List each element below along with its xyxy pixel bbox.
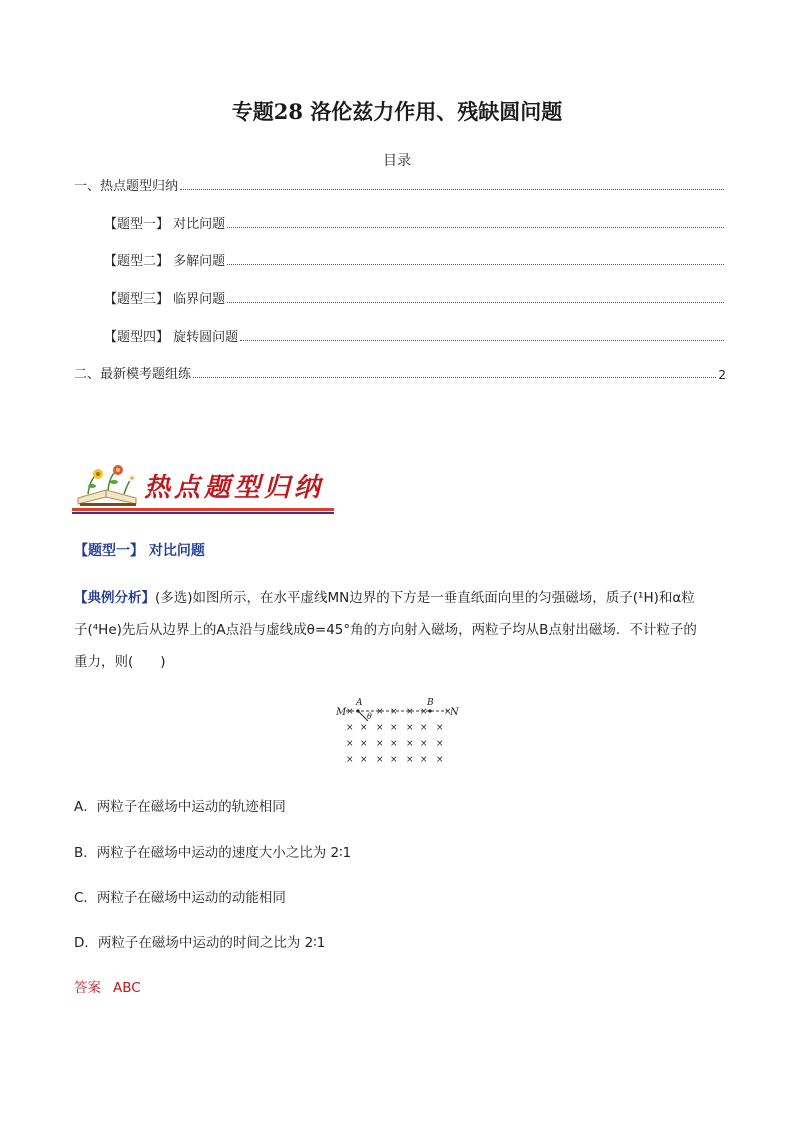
banner-rule [72, 512, 334, 514]
field-mark: × [420, 755, 428, 765]
example-line: 重力，则( ) [74, 654, 166, 670]
toc-leader [227, 302, 724, 303]
toc-item-label: 【题型三】 临界问题 [104, 292, 226, 307]
section-title: 对比问题 [148, 543, 205, 559]
label-b: B [427, 698, 434, 708]
toc-leader [227, 264, 724, 265]
field-mark: × [390, 739, 398, 749]
option-b[interactable]: B．两粒子在磁场中运动的速度大小之比为 2∶1 [74, 845, 352, 861]
point-b [428, 709, 431, 712]
field-mark: × [376, 723, 384, 733]
section-banner [72, 464, 334, 516]
option-c[interactable]: C．两粒子在磁场中运动的动能相同 [74, 890, 286, 906]
field-mark: × [420, 723, 428, 733]
banner-rule [72, 508, 334, 511]
section-heading [74, 540, 205, 560]
section-tag: 【题型一】 [74, 543, 144, 559]
toc-item[interactable] [104, 287, 726, 307]
field-mark: × [376, 739, 384, 749]
field-mark: × [360, 723, 368, 733]
field-mark: × [436, 755, 444, 765]
toc-item-label: 二、最新模考题组练 [74, 367, 192, 382]
example-line: 子(⁴He)先后从边界上的A点沿与虚线成θ=45°角的方向射入磁场，两粒子均从B点射出磁场．不计粒子的 [74, 622, 697, 638]
label-n: N [450, 707, 459, 718]
field-mark: × [390, 723, 398, 733]
answer-label: 答案 [74, 980, 101, 996]
toc-heading: 目录 [383, 153, 411, 169]
field-marks [346, 707, 452, 765]
banner-title: 热点题型归纳 [144, 473, 325, 503]
toc-leader [240, 340, 724, 341]
toc-item-label: 【题型一】 对比问题 [104, 217, 226, 232]
label-m: M [336, 707, 347, 718]
field-mark: × [444, 707, 452, 717]
page-title: 专题28 洛伦兹力作用、残缺圆问题 [231, 99, 563, 124]
toc-item[interactable] [104, 325, 726, 345]
field-mark: × [346, 707, 354, 717]
field-mark: × [406, 723, 414, 733]
toc-item[interactable] [74, 362, 726, 382]
answer-value: ABC [113, 980, 141, 996]
field-mark: × [420, 707, 428, 717]
toc-item-label: 一、热点题型归纳 [74, 179, 179, 194]
field-mark: × [360, 755, 368, 765]
toc-item[interactable] [104, 249, 726, 269]
field-mark: × [406, 707, 414, 717]
option-a[interactable]: A．两粒子在磁场中运动的轨迹相同 [74, 799, 286, 815]
toc-item-label: 【题型二】 多解问题 [104, 254, 226, 269]
label-theta: θ [367, 712, 372, 721]
toc-item[interactable] [104, 212, 726, 232]
example-text: (多选)如图所示，在水平虚线MN边界的下方是一垂直纸面向里的匀强磁场，质子(¹H)和α粒 [155, 590, 695, 606]
answer [74, 976, 153, 996]
example-paragraph [74, 582, 724, 678]
field-mark: × [346, 739, 354, 749]
field-mark: × [390, 707, 398, 717]
field-mark: × [406, 755, 414, 765]
field-mark: × [436, 739, 444, 749]
book-flower-icon [74, 464, 140, 508]
field-mark: × [376, 707, 384, 717]
toc-leader [227, 227, 724, 228]
example-lead: 【典例分析】 [74, 590, 155, 606]
field-mark: × [346, 723, 354, 733]
field-mark: × [436, 723, 444, 733]
field-mark: × [346, 755, 354, 765]
toc-leader [180, 189, 724, 190]
field-mark: × [360, 739, 368, 749]
toc-leader [193, 377, 716, 378]
toc-item[interactable] [74, 174, 726, 194]
label-a: A [356, 698, 363, 708]
magnetic-field-figure [332, 694, 462, 766]
field-mark: × [376, 755, 384, 765]
field-mark: × [390, 755, 398, 765]
field-mark: × [420, 739, 428, 749]
example-line [74, 582, 724, 614]
field-mark: × [406, 739, 414, 749]
toc-item-label: 【题型四】 旋转圆问题 [104, 330, 239, 345]
option-d[interactable]: D．两粒子在磁场中运动的时间之比为 2∶1 [74, 935, 326, 951]
toc-item-page: 2 [718, 368, 726, 382]
